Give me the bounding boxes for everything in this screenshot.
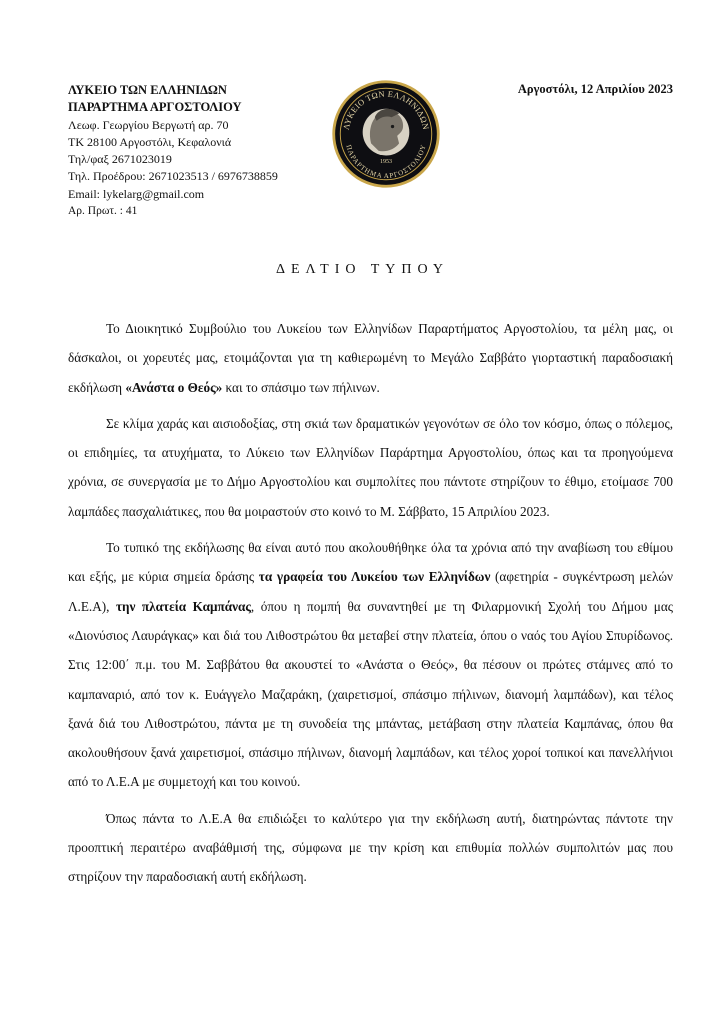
seal-year: 1953 (379, 158, 393, 165)
org-name-line2: ΠΑΡΑΡΤΗΜΑ ΑΡΓΟΣΤΟΛΙΟΥ (68, 100, 242, 115)
seal-bottom-text: ΠΑΡΑΡΤΗΜΑ ΑΡΓΟΣΤΟΛΙΟΥ (344, 143, 428, 181)
address-line: Λεωφ. Γεωργίου Βεργωτή αρ. 70 (68, 117, 229, 132)
paragraph-3-square: την πλατεία Καμπάνας (115, 598, 251, 614)
paragraph-1-text-c: και το σπάσιμο των πήλινων. (222, 379, 380, 395)
org-name-line1: ΛΥΚΕΙΟ ΤΩΝ ΕΛΛΗΝΙΔΩΝ (68, 83, 227, 97)
paragraph-2: Σε κλίμα χαράς και αισιοδοξίας, στη σκιά των δραματικών γεγονότων σε όλο τον κόσμο, όπως ο πόλεμος, οι επιδημίες, τα ατυχήματα, το Λύκειο των Ελληνίδων Παράρτημα Αργοστολίου, όπως και τα προηγούμενα χρόνια, σε συνεργασία με το Δήμο Αργοστολίου και συμπολίτες που πάντοτε στηρίζουν το έθιμο, ετοίμασε 700 λαμπάδες πασχαλιάτικες, που θα μοιραστούν στο κοινό το Μ. Σάββατο, 15 Απριλίου 2023. (68, 415, 673, 519)
press-release-body (68, 314, 673, 899)
paragraph-3-offices: τα γραφεία του Λυκείου των Ελληνίδων (258, 569, 491, 585)
paragraph-1-text-a: Το Διοικητικό Συμβούλιο του Λυκείου των Ελληνίδων Παραρτήματος Αργοστολίου, τα μέλη μας, οι δάσκαλοι, οι χορευτές μας, ετοιμάζονται για τη καθιερωμένη το Μεγάλο Σαββάτο γιορταστική παραδοσιακή εκδήλωση (68, 321, 673, 395)
phone-fax-line: Τηλ/φαξ 2671023019 (68, 152, 172, 167)
postal-line: ΤΚ 28100 Αργοστόλι, Κεφαλονιά (68, 134, 232, 149)
president-phone-line: Τηλ. Προέδρου: 2671023513 / 6976738859 (68, 169, 278, 184)
email-line: Email: lykelarg@gmail.com (68, 186, 205, 201)
athena-head-icon (363, 109, 410, 156)
paragraph-1 (68, 314, 673, 402)
letter-date: Αργοστόλι, 12 Απριλίου 2023 (517, 82, 673, 96)
lyceum-seal-logo (330, 78, 442, 190)
paragraph-4: Όπως πάντα το Λ.Ε.Α θα επιδιώξει το καλύτερο για την εκδήλωση αυτή, διατηρώντας πάντοτε την προοπτική περαιτέρω αναβάθμισή της, σύμφωνα με την κρίση και επιθυμία πολλών συμπολιτών μας που στηρίζουν την παραδοσιακή αυτή εκδήλωση. (68, 810, 673, 885)
paragraph-3-text-c: (αφετηρία - συγκέντρωση μελών Λ.Ε.Α), (68, 569, 673, 614)
letterhead-block (68, 82, 328, 220)
paragraph-3 (68, 533, 673, 797)
protocol-number: Αρ. Πρωτ. : 41 (68, 205, 138, 218)
seal-ring-text: ΛΥΚΕΙΟ ΤΩΝ ΕΛΛΗΝΙΔΩΝ (341, 89, 431, 131)
paragraph-1-event-name: «Ανάστα ο Θεός» (125, 379, 223, 395)
paragraph-3-text-e: , όπου η πομπή θα συναντηθεί με τη Φιλαρμονική Σχολή του Δήμου μας «Διονύσιος Λαυράγκας» και διά του Λιθοστρώτου θα μεταβεί στην πλατεία, όπου ο ναός του Αγίου Σπυρίδωνος. Στις 12:00΄ π.μ. του Μ. Σαββάτου θα ακουστεί το «Ανάστα ο Θεός», θα πέσουν οι πρώτες στάμνες από το καμπαναριό, από τον κ. Ευάγγελο Μαζαράκη, (χαιρετισμοί, σπάσιμο πήλινων, διανομή λαμπάδων), και τέλος ξανά διά του Λιθοστρώτου, πάντα με τη συνοδεία της μπάντας, μετάβαση στην πλατεία Καμπάνας, όπου θα ακολουθήσουν ξανά χαιρετισμοί, σπάσιμο πήλινων, διανομή λαμπάδων, και τέλος χοροί τοπικοί και πανελλήνιοι από το Λ.Ε.Α με συμμετοχή και του κοινού. (68, 598, 673, 790)
document-title: ΔΕΛΤΙΟ ΤΥΠΟΥ (275, 262, 450, 277)
paragraph-3-text-a: Το τυπικό της εκδήλωσης θα είναι αυτό που ακολουθήθηκε όλα τα χρόνια από την αναβίωση του εθίμου και εξής, με κύρια σημεία δράσης (68, 540, 673, 585)
